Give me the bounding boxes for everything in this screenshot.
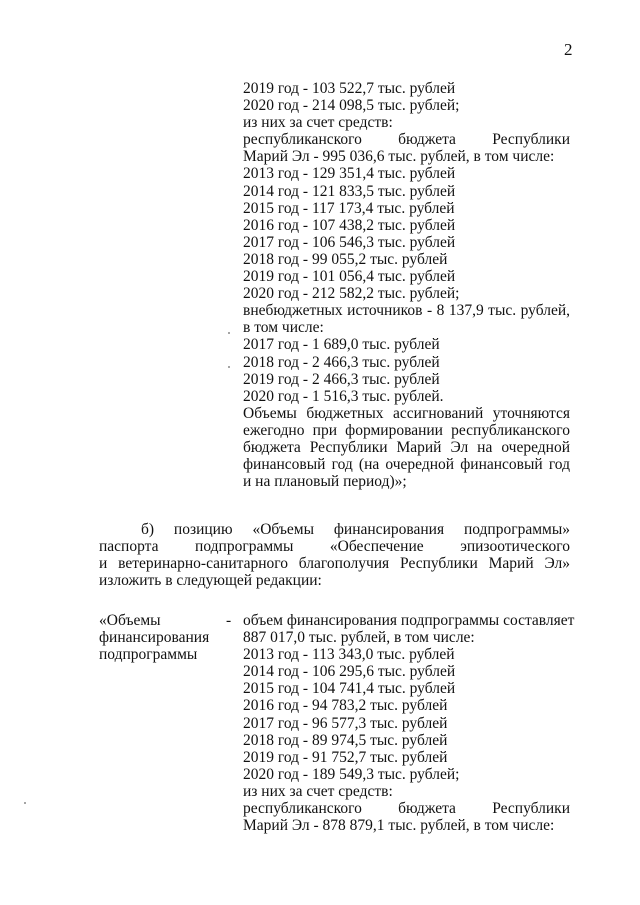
amendment-paragraph [99,521,570,589]
paragraph-line: б) позицию «Объемы финансирования подпрограммы» [141,521,570,538]
paragraph-line: и ветеринарно-санитарного благополучия Республики Марий Эл» [99,555,570,573]
text-line: 2016 год - 107 438,2 тыс. рублей [243,216,456,234]
text-line: республиканского бюджета Республики [243,800,570,818]
text-line: 2013 год - 113 343,0 тыс. рублей [243,646,455,664]
text-line: 2013 год - 129 351,4 тыс. рублей [243,165,456,183]
text-line: 2016 год - 94 783,2 тыс. рублей [243,697,448,715]
text-line: 2017 год - 106 546,3 тыс. рублей [243,233,456,251]
label-line: подпрограммы [99,646,198,664]
text-line: Объемы бюджетных ассигнований уточняются [243,404,570,422]
bottom-funding-block [243,612,575,835]
text-line: ежегодно при формировании республиканского [243,421,570,439]
text-line: 2017 год - 1 689,0 тыс. рублей [243,336,440,354]
paragraph-line: паспорта подпрограммы «Обеспечение эпизоотического [99,538,570,556]
text-line: 2015 год - 104 741,4 тыс. рублей [243,680,456,698]
text-line: 2020 год - 212 582,2 тыс. рублей; [243,285,460,303]
text-line: 2020 год - 1 516,3 тыс. рублей. [243,387,444,405]
text-line: 2014 год - 121 833,5 тыс. рублей [243,182,456,200]
scan-speck [228,332,230,334]
text-line: внебюджетных источников - 8 137,9 тыс. рублей, [243,302,570,320]
page-number: 2 [564,40,573,59]
text-line: 2019 год - 91 752,7 тыс. рублей [243,748,448,766]
text-line: Марий Эл - 878 879,1 тыс. рублей, в том числе: [243,817,555,835]
text-line: 2014 год - 106 295,6 тыс. рублей [243,663,456,681]
text-line: 2018 год - 2 466,3 тыс. рублей [243,353,440,371]
label-line: финансирования [99,629,210,647]
top-funding-block [243,80,570,490]
text-line: бюджета Республики Марий Эл на очередной [243,438,570,456]
text-line: 2020 год - 214 098,5 тыс. рублей; [243,97,460,115]
text-line: из них за счет средств: [243,114,393,132]
label-line: «Объемы [99,612,161,629]
text-line: 2019 год - 2 466,3 тыс. рублей [243,370,440,388]
label-column [99,612,232,664]
paragraph-line: изложить в следующей редакции: [99,572,322,590]
text-line: 2015 год - 117 173,4 тыс. рублей [243,199,455,217]
text-line: 2017 год - 96 577,3 тыс. рублей [243,714,448,732]
scan-speck [24,802,26,804]
text-line: республиканского бюджета Республики [243,131,570,149]
text-line: объем финансирования подпрограммы составляет [243,612,575,629]
text-line: из них за счет средств: [243,782,393,800]
text-line: в том числе: [243,319,324,337]
scan-speck [228,366,230,368]
text-line: финансовый год (на очередной финансовый год [243,456,570,474]
text-line: 887 017,0 тыс. рублей, в том числе: [243,629,475,647]
text-line: и на плановый период)»; [243,473,407,491]
text-line: Марий Эл - 995 036,6 тыс. рублей, в том числе: [243,148,555,166]
text-line: 2019 год - 101 056,4 тыс. рублей [243,268,456,286]
text-line: 2018 год - 89 974,5 тыс. рублей [243,731,448,749]
text-line: 2018 год - 99 055,2 тыс. рублей [243,250,448,268]
text-line: 2019 год - 103 522,7 тыс. рублей [243,80,456,97]
text-line: 2020 год - 189 549,3 тыс. рублей; [243,765,460,783]
label-dash: - [226,612,232,629]
